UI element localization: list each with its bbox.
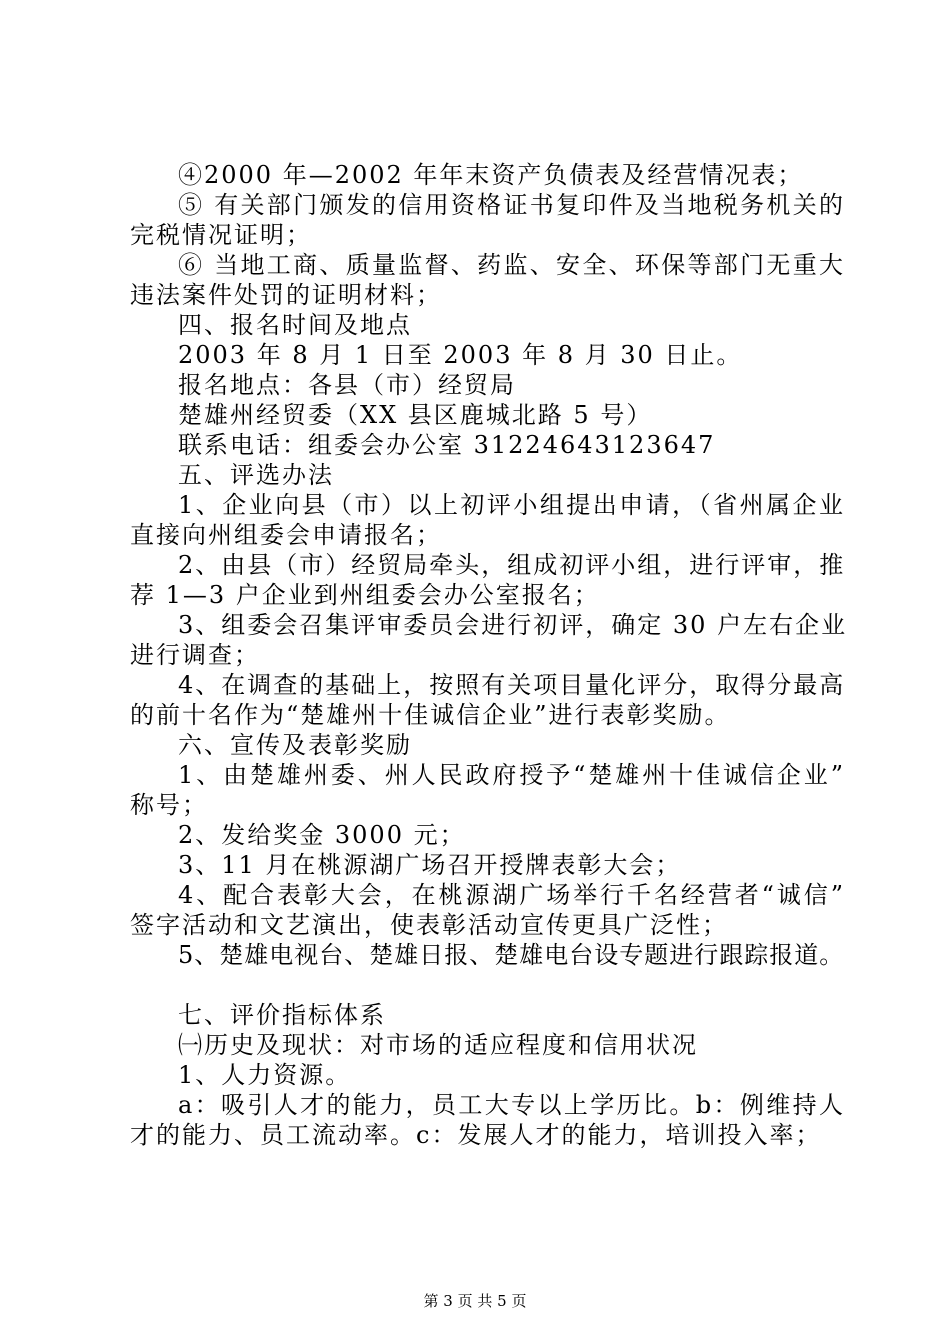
text-line: 2、由县（市）经贸局牵头，组成初评小组，进行评审，推 xyxy=(178,551,846,579)
text-line: 1、人力资源。 xyxy=(178,1061,352,1089)
text-line: 签字活动和文艺演出，使表彰活动宣传更具广泛性； xyxy=(130,911,728,939)
text-line: 1、由楚雄州委、州人民政府授予“楚雄州十佳诚信企业” xyxy=(178,761,845,789)
text-line: ⑤ 有关部门颁发的信用资格证书复印件及当地税务机关的 xyxy=(178,191,845,219)
section-heading: 六、宣传及表彰奖励 xyxy=(178,731,412,759)
text-line: 2003 年 8 月 1 日至 2003 年 8 月 30 日止。 xyxy=(178,341,743,369)
text-line: 直接向州组委会申请报名； xyxy=(130,521,442,549)
text-line: 1、企业向县（市）以上初评小组提出申请，（省州属企业 xyxy=(178,491,845,519)
text-line: 4、配合表彰大会，在桃源湖广场举行千名经营者“诚信” xyxy=(178,881,845,909)
section-heading: 七、评价指标体系 xyxy=(178,1001,386,1029)
text-line: 违法案件处罚的证明材料； xyxy=(130,281,442,309)
text-line: ㈠历史及现状：对市场的适应程度和信用状况 xyxy=(178,1031,698,1059)
text-line: 报名地点：各县（市）经贸局 xyxy=(178,371,516,399)
text-line: a：吸引人才的能力，员工大专以上学历比。b：例维持人 xyxy=(178,1091,845,1119)
text-line: 进行调查； xyxy=(130,641,260,669)
text-line: ④2000 年—2002 年年末资产负债表及经营情况表； xyxy=(178,161,804,189)
text-line: 2、发给奖金 3000 元； xyxy=(178,821,466,849)
text-line: 楚雄州经贸委（XX 县区鹿城北路 5 号） xyxy=(178,401,653,429)
page-footer: 第 3 页 共 5 页 xyxy=(423,1292,527,1310)
document-body xyxy=(130,160,848,1150)
text-line: 3、组委会召集评审委员会进行初评，确定 30 户左右企业 xyxy=(178,611,848,639)
text-line: 联系电话：组委会办公室 31224643123647 xyxy=(178,431,716,459)
text-line: 才的能力、员工流动率。c：发展人才的能力，培训投入率； xyxy=(130,1121,822,1149)
text-line: 完税情况证明； xyxy=(130,221,312,249)
section-heading: 五、评选办法 xyxy=(178,461,334,489)
text-line: 4、在调查的基础上，按照有关项目量化评分，取得分最高 xyxy=(178,671,846,699)
text-line: 3、11 月在桃源湖广场召开授牌表彰大会； xyxy=(178,851,682,879)
blank-line xyxy=(130,970,845,1000)
text-line: 称号； xyxy=(130,791,208,819)
text-line: 荐 1—3 户企业到州组委会办公室报名； xyxy=(130,581,600,609)
text-line: 的前十名作为“楚雄州十佳诚信企业”进行表彰奖励。 xyxy=(130,701,731,729)
section-heading: 四、报名时间及地点 xyxy=(178,311,412,339)
text-line: ⑥ 当地工商、质量监督、药监、安全、环保等部门无重大 xyxy=(178,251,845,279)
text-line: 5、楚雄电视台、楚雄日报、楚雄电台设专题进行跟踪报道。 xyxy=(178,941,845,969)
